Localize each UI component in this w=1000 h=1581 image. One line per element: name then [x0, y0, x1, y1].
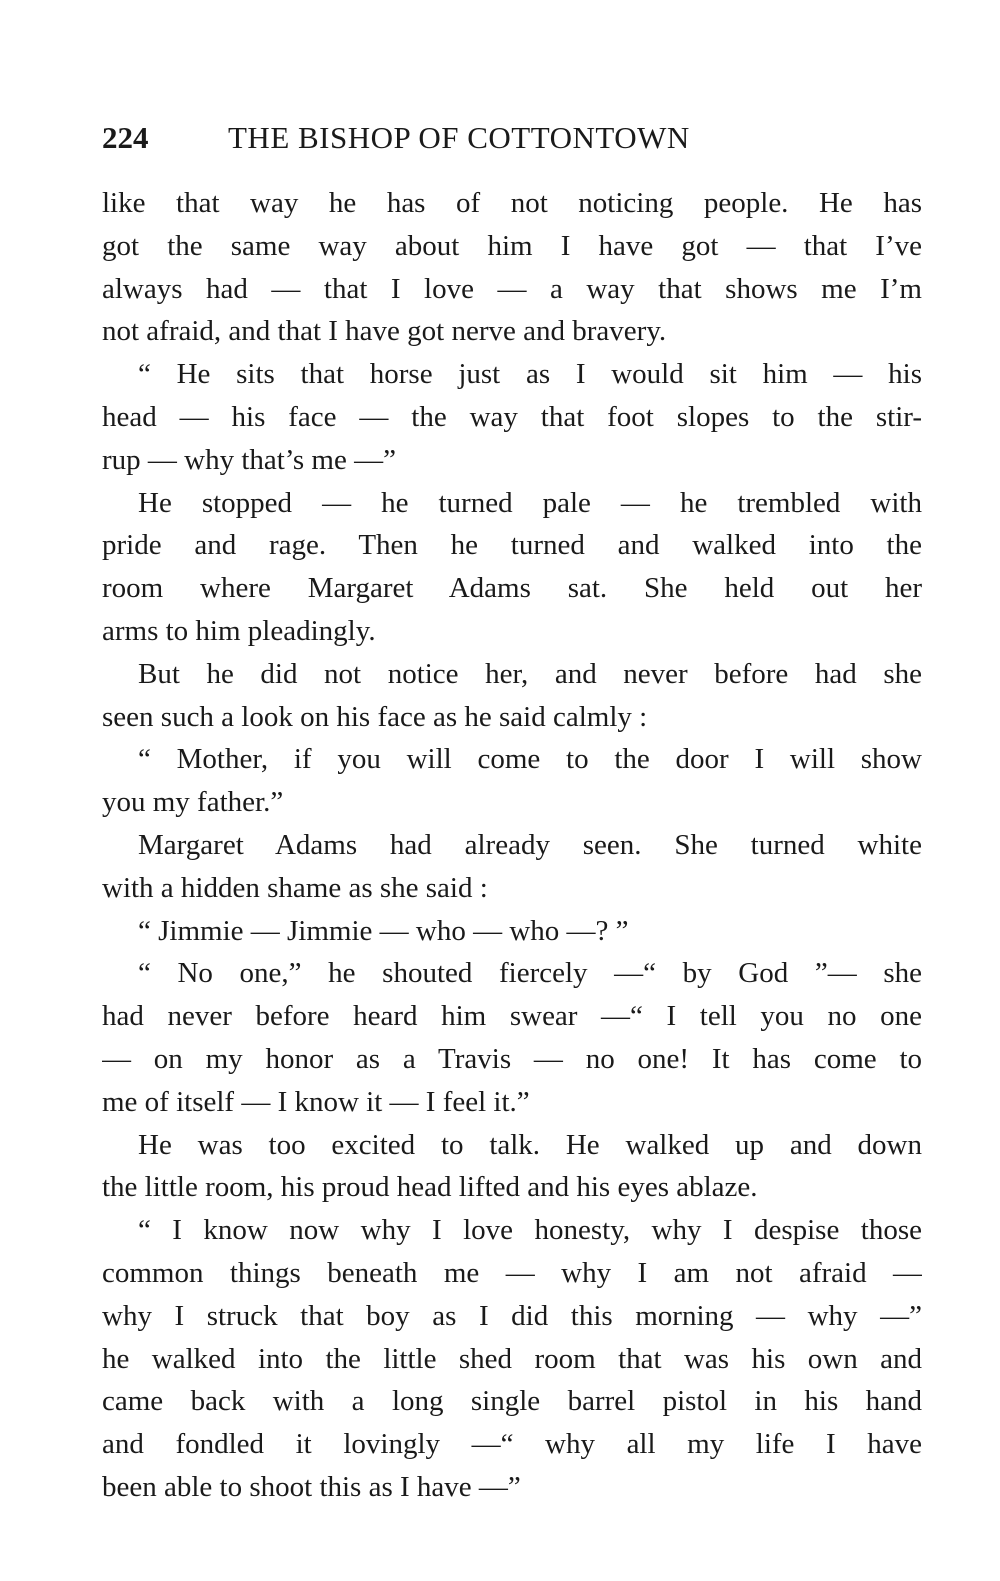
text-line: arms to him pleadingly.: [102, 614, 376, 647]
text-line: me of itself — I know it — I feel it.”: [102, 1085, 530, 1118]
text-line: rup — why that’s me —”: [102, 443, 396, 476]
text-line: seen such a look on his face as he said calmly :: [102, 700, 648, 733]
text-line: Margaret Adams had already seen. She turned white: [138, 828, 922, 861]
text-line: pride and rage. Then he turned and walked into the: [102, 529, 922, 562]
text-line: — on my honor as a Travis — no one! It has come to: [102, 1042, 922, 1075]
text-line: common things beneath me — why I am not afraid —: [102, 1256, 922, 1289]
text-line: He stopped — he turned pale — he trembled with: [138, 486, 922, 519]
body-text: [102, 182, 922, 1509]
page-number: 224: [102, 120, 149, 155]
text-line: room where Margaret Adams sat. She held out her: [102, 572, 922, 605]
text-line: the little room, his proud head lifted and his eyes ablaze.: [102, 1171, 758, 1204]
text-line: why I struck that boy as I did this morning — why —”: [102, 1299, 922, 1332]
text-line: “ He sits that horse just as I would sit him — his: [138, 358, 922, 391]
text-line: “ Mother, if you will come to the door I will show: [138, 743, 922, 776]
text-line: But he did not notice her, and never before had she: [138, 657, 922, 690]
text-line: got the same way about him I have got — that I’ve: [102, 229, 922, 262]
text-line: you my father.”: [102, 786, 284, 819]
text-line: “ Jimmie — Jimmie — who — who —? ”: [138, 914, 629, 947]
text-line: like that way he has of not noticing people. He has: [102, 187, 922, 219]
text-line: came back with a long single barrel pistol in his hand: [102, 1385, 922, 1418]
running-title: THE BISHOP OF COTTONTOWN: [228, 120, 690, 155]
text-line: had never before heard him swear —“ I tell you no one: [102, 1000, 922, 1033]
text-line: “ I know now why I love honesty, why I despise those: [138, 1214, 922, 1247]
text-line: he walked into the little shed room that was his own and: [102, 1342, 922, 1375]
text-line: always had — that I love — a way that shows me I’m: [102, 272, 922, 305]
text-line: been able to shoot this as I have —”: [102, 1470, 521, 1503]
text-line: He was too excited to talk. He walked up and down: [138, 1128, 922, 1161]
text-line: and fondled it lovingly —“ why all my life I have: [102, 1428, 922, 1461]
text-line: head — his face — the way that foot slopes to the stir-: [102, 400, 922, 433]
text-line: “ No one,” he shouted fiercely —“ by God ”— she: [138, 957, 922, 990]
running-head: [102, 116, 922, 160]
text-line: not afraid, and that I have got nerve and bravery.: [102, 315, 667, 348]
text-line: with a hidden shame as she said :: [102, 871, 488, 904]
